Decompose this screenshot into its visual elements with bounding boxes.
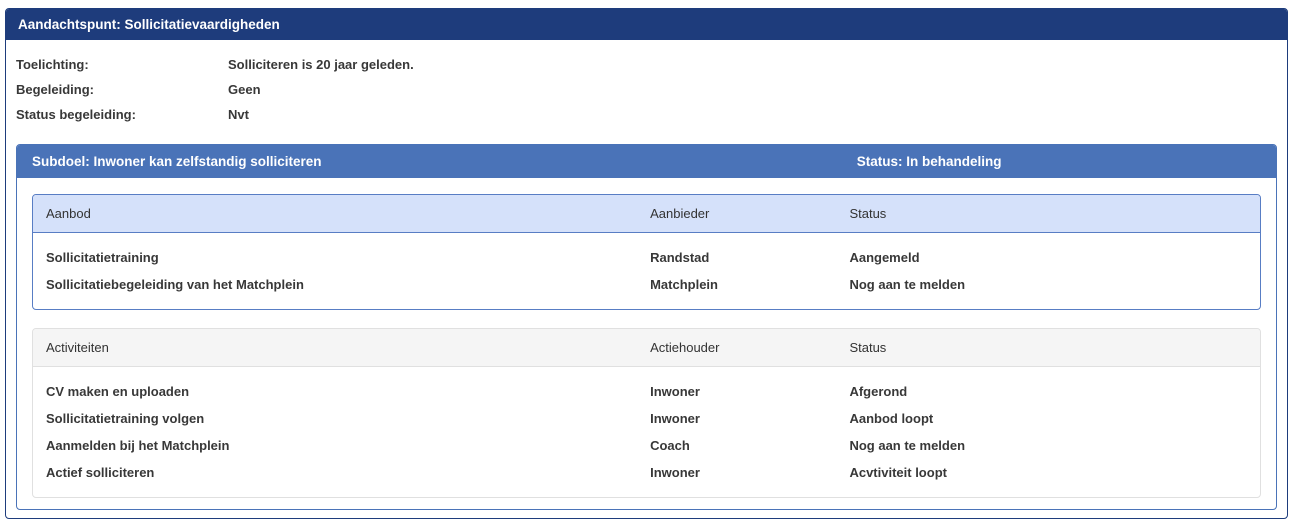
subdoel-status: Status: In behandeling [856, 154, 1002, 169]
subdoel-title: Subdoel: Inwoner kan zelfstandig solliciteren [32, 154, 322, 169]
table-row [46, 271, 1247, 298]
detail-row-status-begeleiding [16, 102, 1277, 127]
aandachtspunt-title: Aandachtspunt: Sollicitatievaardigheden [18, 17, 280, 32]
column-header: Actiehouder [650, 340, 720, 355]
table-row [46, 244, 1247, 271]
activiteiten-table [32, 328, 1261, 498]
subdoel-panel [16, 144, 1277, 510]
detail-row-begeleiding [16, 77, 1277, 102]
row-status: Aangemeld [849, 250, 920, 265]
row-title: Sollicitatietraining volgen [46, 411, 205, 426]
column-header: Activiteiten [46, 340, 109, 355]
column-header: Status [849, 206, 887, 221]
row-status: Aanbod loopt [849, 411, 934, 426]
detail-label: Status begeleiding: [16, 107, 136, 122]
row-status: Acvtiviteit loopt [849, 465, 947, 480]
aandachtspunt-header [6, 9, 1287, 40]
activiteiten-table-body [33, 367, 1260, 497]
column-header: Aanbieder [650, 206, 710, 221]
table-row [46, 378, 1247, 405]
activiteiten-table-header [33, 329, 1260, 367]
subdoel-body [17, 178, 1276, 509]
detail-label: Toelichting: [16, 57, 89, 72]
row-status: Nog aan te melden [849, 438, 966, 453]
detail-value: Geen [228, 82, 261, 97]
detail-label: Begeleiding: [16, 82, 95, 97]
row-owner: Randstad [650, 250, 710, 265]
row-title: Actief solliciteren [46, 465, 155, 480]
aanbod-table-header [33, 195, 1260, 233]
row-title: Aanmelden bij het Matchplein [46, 438, 230, 453]
aandachtspunt-body [6, 40, 1287, 518]
row-title: Sollicitatiebegeleiding van het Matchplein [46, 277, 304, 292]
details-list [16, 52, 1277, 127]
column-header: Aanbod [46, 206, 91, 221]
column-header: Status [849, 340, 887, 355]
aandachtspunt-card [5, 8, 1288, 519]
aanbod-table-body [33, 233, 1260, 309]
row-owner: Inwoner [650, 384, 700, 399]
row-owner: Inwoner [650, 411, 700, 426]
table-row [46, 432, 1247, 459]
aanbod-table [32, 194, 1261, 310]
table-row [46, 459, 1247, 486]
detail-value: Solliciteren is 20 jaar geleden. [228, 57, 414, 72]
row-status: Nog aan te melden [849, 277, 966, 292]
row-owner: Matchplein [650, 277, 718, 292]
table-row [46, 405, 1247, 432]
row-title: CV maken en uploaden [46, 384, 190, 399]
detail-value: Nvt [228, 107, 249, 122]
row-owner: Inwoner [650, 465, 700, 480]
row-owner: Coach [650, 438, 690, 453]
row-status: Afgerond [849, 384, 908, 399]
detail-row-toelichting [16, 52, 1277, 77]
subdoel-header [17, 145, 1276, 178]
row-title: Sollicitatietraining [46, 250, 159, 265]
